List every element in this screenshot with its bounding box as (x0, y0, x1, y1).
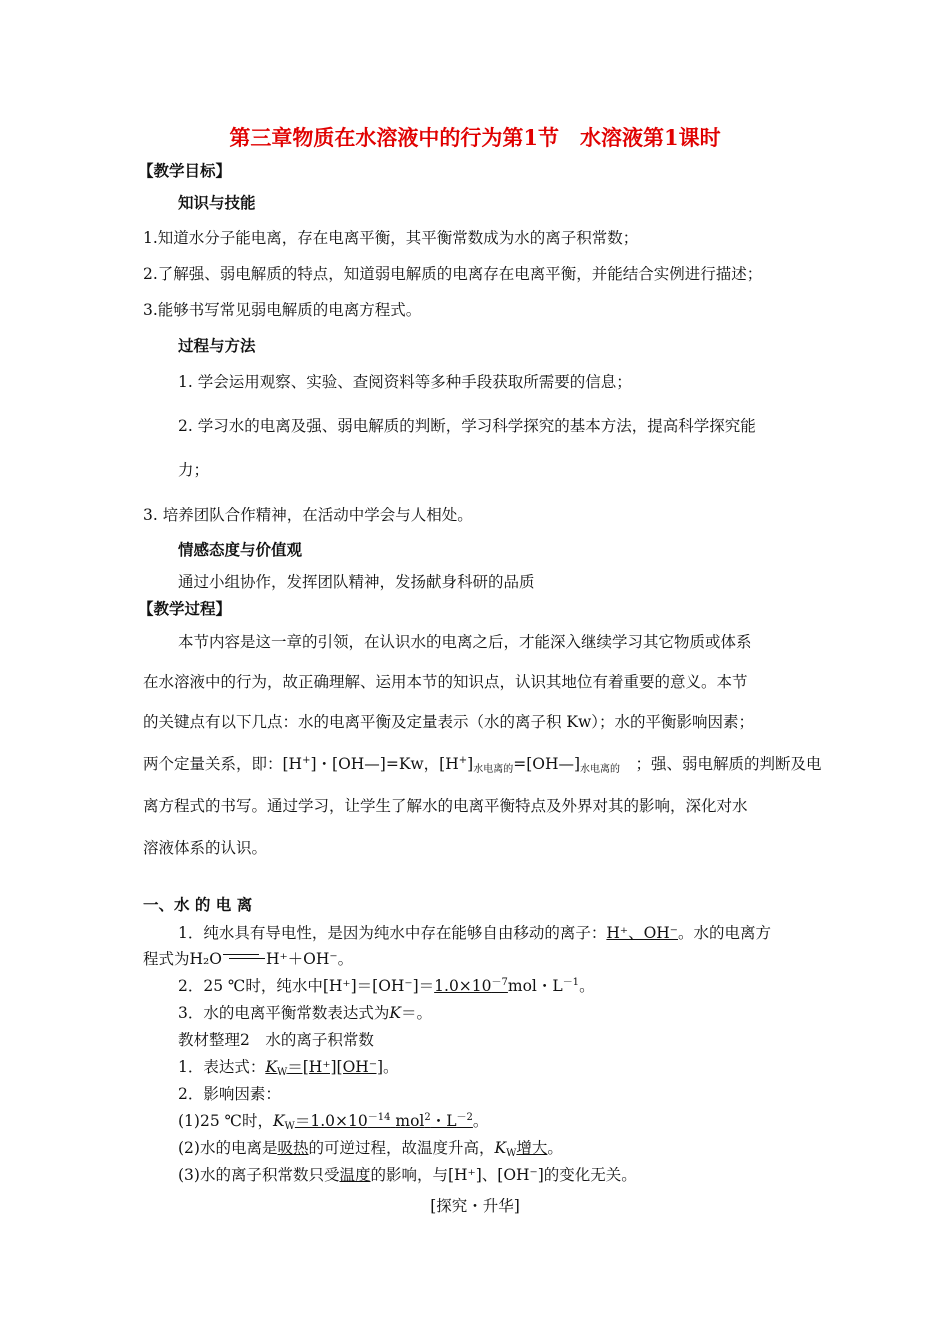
teaching-paragraph-line-2: 在水溶液中的行为，故正确理解、运用本节的知识点，认识其地位有着重要的意义。本节 (143, 673, 748, 691)
attitude-text: 通过小组协作，发挥团队精神，发扬献身科研的品质 (178, 573, 535, 591)
equilibrium-arrow-icon (223, 952, 265, 962)
attitude-heading: 情感态度与价值观 (178, 540, 303, 559)
process-item-2-cont: 力； (178, 461, 210, 479)
section-line-10: (3)水的离子积常数只受温度的影响，与[H⁺]、[OH⁻]的变化无关。 (178, 1166, 637, 1184)
knowledge-item-1: 1.知道水分子能电离，存在电离平衡，其平衡常数成为水的离子积常数； (143, 229, 639, 247)
section-line-5: 教材整理2 水的离子积常数 (178, 1031, 374, 1049)
teaching-paragraph-line-1: 本节内容是这一章的引领，在认识水的电离之后，才能深入继续学习其它物质或体系 (178, 633, 752, 651)
process-heading: 过程与方法 (178, 336, 256, 355)
section-line-1: 1．纯水具有导电性，是因为纯水中存在能够自由移动的离子：H⁺、OH⁻。水的电离方 (178, 924, 771, 942)
knowledge-item-3: 3.能够书写常见弱电解质的电离方程式。 (143, 301, 422, 319)
section-line-2: 程式为H₂O H⁺＋OH⁻。 (143, 950, 354, 968)
teaching-paragraph-line-5: 离方程式的书写。通过学习，让学生了解水的电离平衡特点及外界对其的影响，深化对水 (143, 797, 748, 815)
section-line-3: 2．25 ℃时，纯水中$[H^+]=[OH^-]=1.0\times 10^{-7}mol$・$L^{-1}$。 (178, 977, 595, 995)
goals-heading: 【教学目标】 (138, 161, 232, 180)
process-item-1: 1. 学会运用观察、实验、查阅资料等多种手段获取所需要的信息； (178, 373, 632, 391)
section-heading-water-ionization: 一、水 的 电 离 (143, 895, 253, 914)
section-line-6: 1．表达式：$K_W=[H^+][OH^-]$。 (178, 1058, 399, 1078)
teaching-paragraph-line-3: 的关键点有以下几点：水的电离平衡及定量表示（水的离子积 Kw）；水的平衡影响因素； (143, 713, 755, 731)
section-line-4: 3．水的电离平衡常数表达式为K＝。 (178, 1004, 432, 1022)
process-item-2: 2. 学习水的电离及强、弱电解质的判断，学习科学探究的基本方法，提高科学探究能 (178, 417, 756, 435)
section-line-9: (2)水的电离是吸热的可逆过程，故温度升高，$K_W$增大。 (178, 1139, 563, 1159)
page-title: 第三章物质在水溶液中的行为第1节 水溶液第1课时 (229, 125, 721, 150)
process-item-3: 3. 培养团队合作精神，在活动中学会与人相处。 (143, 506, 473, 524)
knowledge-heading: 知识与技能 (178, 193, 256, 212)
knowledge-item-2: 2.了解强、弱电解质的特点，知道弱电解质的电离存在电离平衡，并能结合实例进行描述； (143, 265, 763, 283)
section-line-8: (1)25 ℃时，$K_W=1.0\times 10^{-14}$ mol$^2$・$L^{-2}$。 (178, 1112, 489, 1132)
explore-heading: [探究・升华] (430, 1197, 520, 1215)
teaching-paragraph-line-6: 溶液体系的认识。 (143, 839, 268, 857)
teaching-paragraph-line-4: 两个定量关系，即：[H+]・[OH—]=Kw，[H+]水电离的=[OH—]水电离的 ；强、弱电解质的判断及电 (143, 755, 822, 775)
teaching-heading: 【教学过程】 (138, 599, 232, 618)
section-line-7: 2．影响因素： (178, 1085, 281, 1103)
